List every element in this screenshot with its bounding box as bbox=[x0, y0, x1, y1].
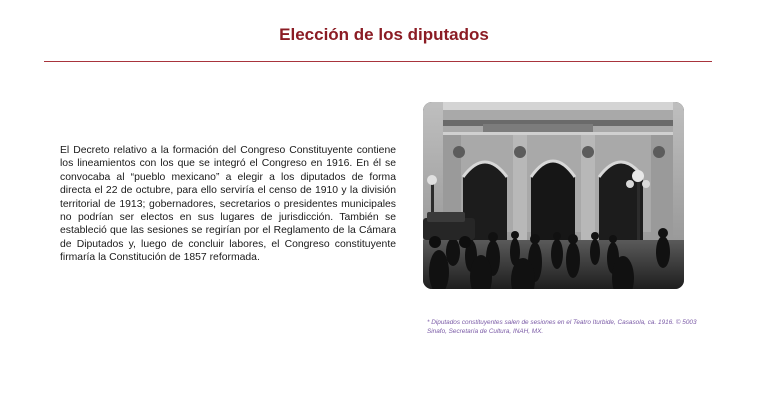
photo-caption: * Diputados constituyentes salen de sesiones en el Teatro Iturbide, Casasola, ca. 1916. © 5003 Sinafo, Secretaría de Cultura, INAH, MX. bbox=[427, 319, 697, 335]
title-divider bbox=[44, 61, 712, 62]
page-title: Elección de los diputados bbox=[279, 25, 489, 44]
historical-photo bbox=[423, 102, 684, 289]
body-paragraph: El Decreto relativo a la formación del Congreso Constituyente contiene los lineamientos con los que se integró el Congreso en 1916. En él se convocaba al “pueblo mexicano” a elegir a los diputados de forma directa el 22 de octubre, para ello serviría el censo de 1910 y la división territorial de 1913; gobernadores, secretarios o presidentes municipales no podrían ser electos en sus lugares de jurisdicción. También se estableció que las sesiones se regirían por el Reglamento de la Cámara de Diputados y, luego de concluir labores, el Congreso constituyente firmaría la Constitución de 1857 reformada. bbox=[60, 145, 396, 264]
